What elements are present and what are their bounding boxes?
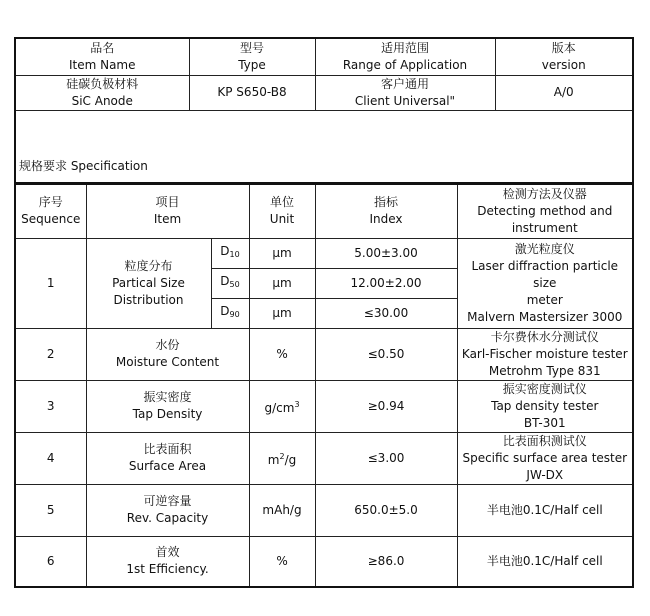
spec-header-index — [315, 184, 457, 238]
row4-unit-base: m — [267, 452, 280, 467]
row2-method-l3: Metrohm Type 831 — [488, 363, 601, 378]
row1-item — [86, 238, 211, 328]
value-item-name — [15, 75, 189, 110]
header-range-cn: 适用范围 — [380, 40, 429, 55]
row2-item-en: Moisture Content — [115, 355, 220, 369]
header-range-en: Range of Application — [342, 57, 468, 72]
row6-item-en: 1st Efficiency. — [126, 562, 209, 577]
row3-unit-base: g/cm — [264, 400, 295, 415]
row3-method-l2: Tap density tester — [491, 398, 599, 413]
row6-method: 半电池0.1C/Half cell — [457, 536, 633, 587]
row3-seq: 3 — [15, 380, 86, 432]
row3-item-cn: 振实密度 — [143, 390, 192, 404]
row4-method-l3: JW-DX — [526, 467, 564, 482]
value-range-cn: 客户通用 — [380, 76, 429, 91]
row1-d90 — [211, 298, 249, 328]
row2-unit: % — [249, 328, 315, 380]
header-type — [189, 38, 315, 75]
spec-label-row — [15, 110, 633, 183]
row6-item-cn: 首效 — [155, 545, 180, 560]
header-item-name-en: Item Name — [68, 57, 136, 72]
row3-method — [457, 380, 633, 432]
spec-header-seq-cn: 序号 — [38, 195, 63, 210]
spec-header-method-l2: Detecting method and — [477, 203, 613, 218]
d10-sub: 10 — [229, 250, 240, 259]
table-row — [15, 328, 633, 380]
row1-method-l3: meter — [526, 292, 563, 307]
spec-header-method-l1: 检测方法及仪器 — [502, 186, 587, 201]
header-version-cn: 版本 — [551, 40, 576, 55]
row3-item-en: Tap Density — [132, 407, 203, 421]
spec-header-index-en: Index — [369, 212, 403, 227]
row1-d10 — [211, 238, 249, 268]
d-letter: D — [220, 304, 230, 318]
table-row — [15, 484, 633, 536]
header-type-en: Type — [238, 57, 266, 72]
value-version: A/0 — [495, 75, 633, 110]
row2-item-cn: 水份 — [155, 338, 180, 352]
row2-item — [86, 328, 249, 380]
row4-unit-tail: /g — [284, 452, 297, 467]
row5-unit: mAh/g — [249, 484, 315, 536]
row3-method-l1: 振实密度测试仪 — [502, 381, 587, 396]
row1-method — [457, 238, 633, 328]
row4-method — [457, 432, 633, 484]
header-type-cn: 型号 — [239, 40, 264, 55]
header-item-name — [15, 38, 189, 75]
spec-header-row — [15, 184, 633, 238]
header-table — [14, 37, 634, 184]
spec-header-unit — [249, 184, 315, 238]
value-item-name-en: SiC Anode — [71, 93, 133, 108]
row1-item-cn: 粒度分布 — [124, 258, 173, 273]
d-letter: D — [220, 244, 230, 258]
row1-item-en1: Partical Size — [112, 275, 185, 290]
row2-seq: 2 — [15, 328, 86, 380]
row6-seq: 6 — [15, 536, 86, 587]
header-item-name-cn: 品名 — [90, 40, 115, 55]
row1-index-d50: 12.00±2.00 — [315, 268, 457, 298]
row5-method: 半电池0.1C/Half cell — [457, 484, 633, 536]
row3-method-l3: BT-301 — [523, 415, 566, 430]
row4-unit-sup: 2 — [279, 451, 285, 461]
spec-header-item-cn: 项目 — [155, 195, 180, 210]
row4-unit — [249, 432, 315, 484]
row1-method-l4: Malvern Mastersizer 3000 — [467, 309, 623, 324]
row1-item-en2: Distribution — [113, 292, 184, 307]
header-values-row — [15, 75, 633, 110]
row2-index: ≤0.50 — [315, 328, 457, 380]
row5-seq: 5 — [15, 484, 86, 536]
row2-method-l1: 卡尔费休水分测试仪 — [490, 329, 599, 344]
header-version — [495, 38, 633, 75]
row1-method-l1: 激光粒度仪 — [514, 241, 575, 256]
value-range — [315, 75, 495, 110]
row6-item — [86, 536, 249, 587]
d-letter: D — [220, 274, 230, 288]
row4-method-l2: Specific surface area tester — [462, 450, 628, 465]
table-row — [15, 238, 633, 268]
row4-item-en: Surface Area — [128, 459, 207, 473]
spec-header-item-en: Item — [153, 212, 182, 227]
row3-unit — [249, 380, 315, 432]
spec-header-index-cn: 指标 — [374, 195, 399, 210]
row1-d50 — [211, 268, 249, 298]
header-row — [15, 38, 633, 75]
row5-index: 650.0±5.0 — [315, 484, 457, 536]
header-range — [315, 38, 495, 75]
spec-header-method — [457, 184, 633, 238]
spec-header-unit-en: Unit — [269, 212, 295, 227]
spec-header-unit-cn: 单位 — [270, 195, 295, 210]
row4-item — [86, 432, 249, 484]
row4-index: ≤3.00 — [315, 432, 457, 484]
row1-index-d10: 5.00±3.00 — [315, 238, 457, 268]
row3-item — [86, 380, 249, 432]
row3-index: ≥0.94 — [315, 380, 457, 432]
spec-header-item — [86, 184, 249, 238]
spec-label: 规格要求 Specification — [15, 110, 633, 183]
table-row — [15, 536, 633, 587]
row6-index: ≥86.0 — [315, 536, 457, 587]
row1-unit-d10: μm — [249, 238, 315, 268]
table-row — [15, 432, 633, 484]
spec-table — [14, 183, 634, 588]
row4-item-cn: 比表面积 — [143, 442, 192, 456]
row4-seq: 4 — [15, 432, 86, 484]
row5-item-en: Rev. Capacity — [126, 511, 209, 525]
spec-header-method-l3: instrument — [511, 220, 578, 235]
spec-header-seq-en: Sequence — [21, 212, 81, 227]
row1-seq: 1 — [15, 238, 86, 328]
row1-index-d90: ≤30.00 — [315, 298, 457, 328]
row5-item — [86, 484, 249, 536]
spec-header-seq — [15, 184, 86, 238]
d50-sub: 50 — [229, 280, 240, 289]
row6-unit: % — [249, 536, 315, 587]
value-item-name-cn: 硅碳负极材料 — [66, 76, 139, 91]
row1-unit-d90: μm — [249, 298, 315, 328]
value-type: KP S650-B8 — [189, 75, 315, 110]
row5-item-cn: 可逆容量 — [143, 494, 192, 508]
row4-method-l1: 比表面积测试仪 — [502, 433, 587, 448]
d90-sub: 90 — [229, 310, 240, 319]
value-range-en: Client Universal" — [354, 93, 456, 108]
table-row — [15, 380, 633, 432]
row1-method-l2: Laser diffraction particle size — [471, 258, 619, 290]
row2-method-l2: Karl-Fischer moisture tester — [461, 346, 628, 361]
header-version-en: version — [541, 57, 586, 72]
row3-unit-sup: 3 — [294, 399, 300, 409]
row2-method — [457, 328, 633, 380]
row1-unit-d50: μm — [249, 268, 315, 298]
